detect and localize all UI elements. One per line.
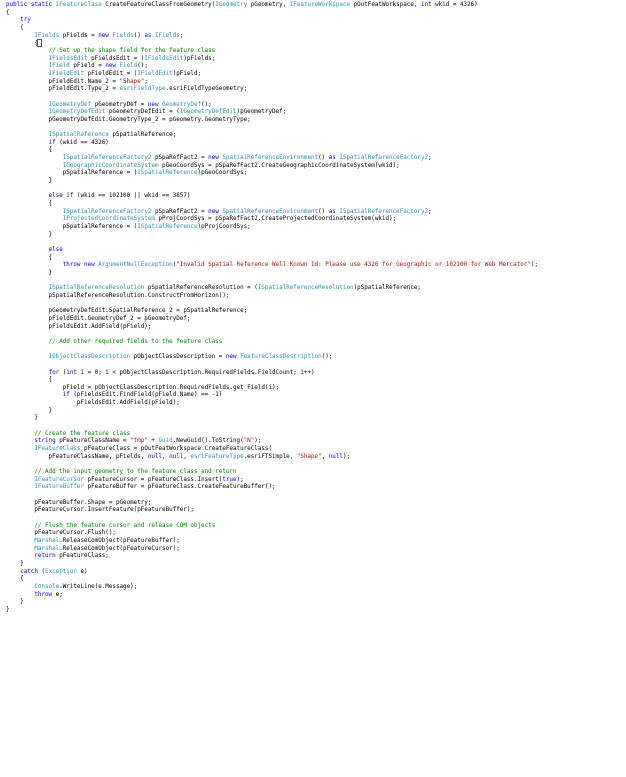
code-line: [6, 324, 626, 332]
code-keyword: null: [328, 453, 343, 460]
code-text: .ReleaseComObject(pFeatureCursor);: [59, 545, 180, 552]
code-type-name: IFeatureClass: [34, 446, 81, 453]
code-text: pSpaRefFact2 =: [151, 155, 209, 162]
code-line: [6, 132, 626, 140]
code-text: {: [6, 576, 24, 583]
code-text: [6, 477, 34, 483]
code-text: );: [236, 476, 244, 483]
code-comment: // Add other required fields to the feature class: [48, 338, 223, 345]
code-text: .ReleaseComObject(pFeatureBuffer);: [59, 537, 180, 544]
code-comment: // Flush the feature cursor and release COM objects: [34, 522, 216, 529]
code-text: pFieldsEdit.AddField(pField);: [6, 400, 180, 407]
code-text: [6, 247, 49, 253]
code-text: pFieldEdit.GeometryDef_2 = pGeometryDef;: [6, 315, 191, 322]
code-text: wkid = 4326): [431, 2, 478, 8]
code-line: [6, 25, 626, 33]
code-type-name: ISpatialReferenceFactory2: [62, 155, 152, 162]
code-text: [6, 33, 34, 39]
code-text: [6, 438, 34, 444]
code-text: pFeatureBuffer.Shape = pGeometry;: [6, 499, 152, 506]
code-line: [6, 339, 626, 347]
code-type-name: Console: [34, 583, 60, 590]
code-line: [6, 362, 626, 370]
code-line: [6, 147, 626, 155]
code-text: [6, 469, 34, 475]
code-text: );: [254, 438, 262, 445]
code-text: pFeatureBuffer = pFeatureClass.CreateFeatureBuffer();: [84, 484, 276, 491]
code-text: [6, 446, 34, 452]
code-type-name: IFields: [154, 32, 180, 39]
code-text: ;: [428, 208, 432, 215]
code-comment: // Set up the shape field for the feature class: [48, 47, 216, 54]
code-line: [6, 331, 626, 339]
code-line: [6, 17, 626, 25]
code-type-name: IFieldsEdit: [144, 55, 184, 62]
code-string: "Invalid Spatial Reference Well Known Id: Please use 4326 for Geographic or 102100 for Web Mercator": [176, 262, 531, 269]
code-type-name: IGeometryDefEdit: [48, 109, 106, 116]
code-type-name: ISpatialReference: [137, 170, 198, 177]
code-text: pFieldEdit.Name_2 =: [6, 78, 120, 85]
code-line: [6, 431, 626, 439]
code-type-name: ISpatialReferenceFactory2: [339, 208, 429, 215]
code-text: pGeometryDefEdit = (: [105, 109, 180, 116]
code-type-name: IFieldsEdit: [48, 55, 88, 62]
code-type-name: ISpatialReferenceResolution: [257, 285, 354, 292]
code-text: e): [76, 568, 88, 575]
code-keyword: else if: [48, 193, 74, 200]
code-text: [6, 262, 63, 268]
code-keyword: return: [34, 553, 56, 560]
code-text: (: [59, 369, 67, 376]
code-type-name: ISpatialReference: [48, 132, 109, 139]
code-type-name: IGeometryDef: [48, 101, 92, 108]
code-line: [6, 400, 626, 408]
code-text: [6, 339, 49, 345]
code-keyword: for: [48, 369, 60, 376]
code-line: [6, 262, 626, 270]
code-line: [6, 446, 626, 454]
code-keyword: true: [222, 476, 237, 483]
code-line: [6, 193, 626, 201]
code-line: [6, 178, 626, 186]
code-type-name: IFeatureClass: [55, 2, 102, 8]
code-line: [6, 553, 626, 561]
code-text: (): [318, 155, 329, 162]
code-line: [6, 316, 626, 324]
code-line: [6, 94, 626, 102]
code-line: [6, 607, 626, 615]
code-line: [6, 347, 626, 355]
code-text: {: [6, 147, 53, 154]
code-line: [6, 377, 626, 385]
code-line: [6, 385, 626, 393]
code-line: [6, 308, 626, 316]
code-line: [6, 102, 626, 110]
code-line: [6, 592, 626, 600]
code-line: [6, 2, 626, 10]
code-type-name: ArgumentNullException: [98, 262, 173, 269]
code-keyword: new: [208, 208, 219, 215]
code-type-name: IFeatureCursor: [34, 476, 85, 483]
code-text: pSpatialReference = (: [6, 170, 138, 177]
code-text: [6, 132, 49, 138]
code-text: pGeometryDefEdit.GeometryType_2 = pGeometry.GeometryType;: [6, 116, 251, 123]
code-text: pField = pObjectClassDescription.RequiredFields.get_Field(i);: [6, 384, 280, 391]
code-keyword: if: [48, 139, 56, 146]
code-text: [6, 71, 49, 77]
code-text: pFieldsEdit = (: [87, 55, 145, 62]
code-text: .esriFTSimple,: [243, 453, 297, 460]
code-keyword: as: [328, 155, 336, 162]
code-text: }: [6, 560, 24, 567]
code-text: .esriFieldTypeGeometry;: [165, 86, 248, 93]
code-text: {: [6, 41, 38, 48]
code-text: pGeometryDefEdit.SpatialReference_2 = pSpatialReference;: [6, 308, 248, 315]
code-line: [6, 33, 626, 41]
code-text: [6, 569, 20, 575]
code-text: [6, 56, 49, 62]
code-text: [6, 538, 34, 544]
code-keyword: new: [208, 155, 219, 162]
code-text: [6, 209, 63, 215]
code-line: [6, 500, 626, 508]
code-line: [6, 285, 626, 293]
code-text: pFeatureCursor = pFeatureClass.Insert(: [84, 476, 223, 483]
code-text: pSpatialReference = (: [6, 224, 138, 231]
code-line: [6, 48, 626, 56]
code-keyword: public static: [6, 2, 56, 8]
code-type-name: SpatialReferenceEnvironment: [222, 208, 319, 215]
code-text: }: [6, 231, 53, 238]
code-line: [6, 255, 626, 263]
code-text: ,: [183, 453, 191, 460]
code-keyword: new: [98, 32, 109, 39]
code-text: [6, 63, 49, 69]
code-text: pGeometryDef =: [91, 101, 148, 108]
code-text: [6, 109, 49, 115]
code-text: [6, 285, 49, 291]
code-text: .WriteLine(e.Message);: [59, 583, 138, 590]
code-line: [6, 79, 626, 87]
code-text: [6, 546, 34, 552]
code-type-name: IFeatureBuffer: [34, 484, 85, 491]
code-line: [6, 170, 626, 178]
code-line: [6, 216, 626, 224]
code-comment: // Create the feature class: [34, 430, 131, 437]
code-line: [6, 523, 626, 531]
code-text: pObjectClassDescription =: [130, 354, 226, 361]
code-type-name: IField: [48, 63, 70, 70]
code-line: [6, 484, 626, 492]
code-line: [6, 438, 626, 446]
code-text: pFeatureClassName =: [55, 438, 131, 445]
code-type-name: IGeometryDefEdit: [179, 109, 237, 116]
code-line: [6, 392, 626, 400]
code-type-name: SpatialReferenceEnvironment: [222, 155, 319, 162]
code-type-name: IFieldEdit: [137, 70, 173, 77]
code-text: e;: [52, 591, 63, 598]
code-type-name: IFieldEdit: [48, 70, 85, 77]
code-text: pProjCoordSys = pSpaRefFact2.CreateProjectedCoordinateSystem(wkid);: [154, 216, 397, 223]
code-text: pFeatureClassName, pFields,: [6, 453, 148, 460]
code-text: ;: [144, 78, 148, 85]
code-text: );: [342, 453, 351, 460]
code-text: (: [37, 568, 46, 575]
code-string: "N": [243, 438, 255, 445]
code-keyword: if: [62, 392, 70, 399]
code-text: +: [147, 438, 159, 445]
code-text: (wkid == 4326): [55, 139, 109, 146]
code-text: }: [6, 269, 53, 276]
code-line: [6, 561, 626, 569]
code-text-area[interactable]: [6, 2, 626, 615]
code-line: [6, 201, 626, 209]
code-text: pFeatureClass = pOutFeatWorkspace.CreateFeatureClass(: [80, 446, 272, 453]
code-line: [6, 224, 626, 232]
code-text: [6, 354, 49, 360]
code-line: [6, 239, 626, 247]
code-text: {: [6, 24, 24, 31]
code-type-name: ISpatialReferenceFactory2: [62, 208, 152, 215]
code-text: pFieldsEdit.AddField(pField);: [6, 323, 152, 330]
code-type-name: ISpatialReference: [137, 224, 198, 231]
code-text: )pGeometryDef;: [236, 109, 287, 116]
code-line: [6, 599, 626, 607]
code-text: [6, 392, 63, 398]
code-text: )pGeoCoordSys;: [197, 170, 248, 177]
code-line: [6, 232, 626, 240]
code-type-name: Field: [119, 63, 138, 70]
code-line: [6, 454, 626, 462]
code-line: [6, 492, 626, 500]
code-type-name: IObjectClassDescription: [48, 354, 131, 361]
code-keyword: int: [420, 2, 432, 8]
code-keyword: string: [34, 438, 56, 445]
code-type-name: esriFieldType: [119, 86, 166, 93]
code-line: [6, 370, 626, 378]
code-line: [6, 109, 626, 117]
code-line: [6, 247, 626, 255]
code-line: [6, 155, 626, 163]
code-text: pGeometry,: [247, 2, 290, 8]
code-text: {: [6, 9, 10, 16]
code-keyword: new: [147, 101, 159, 108]
code-text: i = 0; i < pObjectClassDescription.RequiredFields.FieldCount; i++): [76, 369, 315, 376]
code-line: [6, 10, 626, 18]
code-text: [6, 523, 34, 529]
code-text: pOutFeatWorkspace,: [350, 2, 421, 8]
code-text: [6, 553, 34, 559]
code-text: )pProjCoordSys;: [197, 224, 251, 231]
code-text: ,: [321, 453, 329, 460]
code-text: CreateFeatureClassFromGeometry(: [101, 2, 216, 8]
code-line: [6, 301, 626, 309]
code-text: (): [133, 32, 145, 39]
code-line: [6, 538, 626, 546]
code-keyword: new: [225, 354, 237, 361]
code-keyword: throw: [34, 591, 53, 598]
code-line: [6, 461, 626, 469]
code-text: [6, 370, 49, 376]
code-type-name: IFeatureWorkspace: [289, 2, 351, 8]
code-type-name: ISpatialReferenceFactory2: [339, 155, 429, 162]
code-text: pField =: [69, 63, 106, 70]
code-text: [6, 155, 63, 161]
code-line: [6, 293, 626, 301]
code-text: {: [6, 201, 53, 208]
code-text: .NewGuid().ToString(: [172, 438, 244, 445]
code-text: pSpatialReferenceResolution = (: [144, 285, 258, 292]
code-text: ();: [201, 101, 212, 108]
code-line: [6, 63, 626, 71]
code-line: [6, 270, 626, 278]
code-text: }: [6, 407, 53, 414]
code-text: pFeatureClass;: [55, 553, 109, 560]
code-text: }: [6, 415, 38, 422]
code-line: [6, 415, 626, 423]
code-text: )pFields;: [183, 55, 216, 62]
code-line: [6, 140, 626, 148]
code-text: (): [318, 208, 329, 215]
code-line: [6, 576, 626, 584]
code-line: [6, 546, 626, 554]
code-text: [6, 140, 49, 146]
code-text: {: [6, 377, 53, 384]
code-text: ;: [179, 32, 184, 39]
code-line: [6, 507, 626, 515]
code-text: ();: [321, 354, 333, 361]
code-text: ();: [137, 63, 148, 70]
code-text: );: [530, 262, 538, 269]
code-line: [6, 209, 626, 217]
code-text: [6, 193, 49, 199]
code-line: [6, 354, 626, 362]
code-comment: // Add the input geometry to the feature class and return: [34, 469, 237, 476]
code-text: [6, 584, 34, 590]
code-text: pSpatialReference;: [108, 132, 177, 139]
code-text: (pFieldsEdit.FindField(pField.Name) == -1): [69, 392, 223, 399]
code-line: [6, 186, 626, 194]
code-text: pFieldEdit = (: [84, 70, 138, 77]
code-keyword: as: [144, 32, 152, 39]
code-keyword: int: [66, 369, 77, 376]
code-type-name: IGeometry: [215, 2, 248, 8]
code-keyword: try: [20, 17, 31, 24]
code-type-name: Guid: [158, 438, 173, 445]
code-type-name: ISpatialReferenceResolution: [48, 285, 145, 292]
code-keyword: catch: [20, 568, 38, 575]
code-text: }: [6, 606, 10, 613]
code-type-name: Exception: [45, 568, 77, 575]
code-line: [6, 56, 626, 64]
code-text: }: [6, 178, 53, 185]
code-line: [6, 530, 626, 538]
code-line: [6, 117, 626, 125]
code-type-name: FeatureClassDescription: [240, 354, 322, 361]
code-type-name: IProjectedCoordinateSystem: [62, 216, 155, 223]
code-line: [6, 584, 626, 592]
code-line: [6, 125, 626, 133]
code-text: ;: [428, 155, 432, 162]
code-line: [6, 569, 626, 577]
code-text: pFeatureCursor.InsertFeature(pFeatureBuffer);: [6, 507, 194, 514]
code-text: (wkid == 102100 || wkid == 3857): [73, 193, 191, 200]
code-text: pSpaRefFact2 =: [151, 208, 209, 215]
code-text: )pSpatialReference;: [353, 285, 421, 292]
code-text: {: [6, 254, 53, 261]
code-type-name: GeometryDef: [162, 101, 202, 108]
code-type-name: Fields: [112, 32, 134, 39]
code-text: [6, 431, 34, 437]
code-line: [6, 477, 626, 485]
text-caret: [38, 40, 41, 46]
code-text: [6, 48, 49, 54]
code-text: pSpatialReferenceResolution.ConstructFromHorizon();: [6, 292, 230, 299]
code-line: [6, 423, 626, 431]
code-line: [6, 515, 626, 523]
code-text: )pField;: [172, 70, 202, 77]
code-type-name: IGeographicCoordinateSystem: [62, 162, 159, 169]
code-text: [6, 163, 63, 169]
code-line: [6, 408, 626, 416]
code-line: [6, 163, 626, 171]
code-type-name: Marshal: [34, 537, 60, 544]
code-keyword: else: [48, 247, 63, 253]
code-keyword: null: [169, 453, 184, 460]
code-keyword: new: [105, 63, 116, 70]
code-line: [6, 71, 626, 79]
code-text: [6, 102, 49, 108]
code-text: [6, 484, 34, 490]
code-type-name: IFields: [34, 32, 60, 39]
code-type-name: esriFeatureType: [190, 453, 244, 460]
code-string: "Shape": [119, 78, 145, 85]
code-line: [6, 86, 626, 94]
code-line: [6, 469, 626, 477]
code-string: "tmp": [130, 438, 148, 445]
code-text: [6, 17, 20, 23]
code-keyword: null: [147, 453, 163, 460]
code-keyword: as: [328, 208, 336, 215]
code-line: [6, 278, 626, 286]
code-text: pGeoCoordSys = pSpaRefFact2.CreateGeographicCoordinateSystem(wkid);: [158, 162, 400, 169]
code-string: "Shape": [296, 453, 322, 460]
code-text: [6, 592, 34, 598]
code-text: pFeatureCursor.Flush();: [6, 530, 116, 537]
code-text: ,: [162, 453, 170, 460]
code-text: [6, 216, 63, 222]
code-text: }: [6, 599, 24, 606]
code-line: [6, 40, 626, 48]
code-text: pFieldEdit.Type_2 =: [6, 86, 120, 93]
code-text: (: [172, 262, 177, 269]
code-keyword: throw new: [62, 262, 95, 269]
code-text: pFields =: [59, 32, 99, 39]
code-type-name: Marshal: [34, 545, 60, 552]
